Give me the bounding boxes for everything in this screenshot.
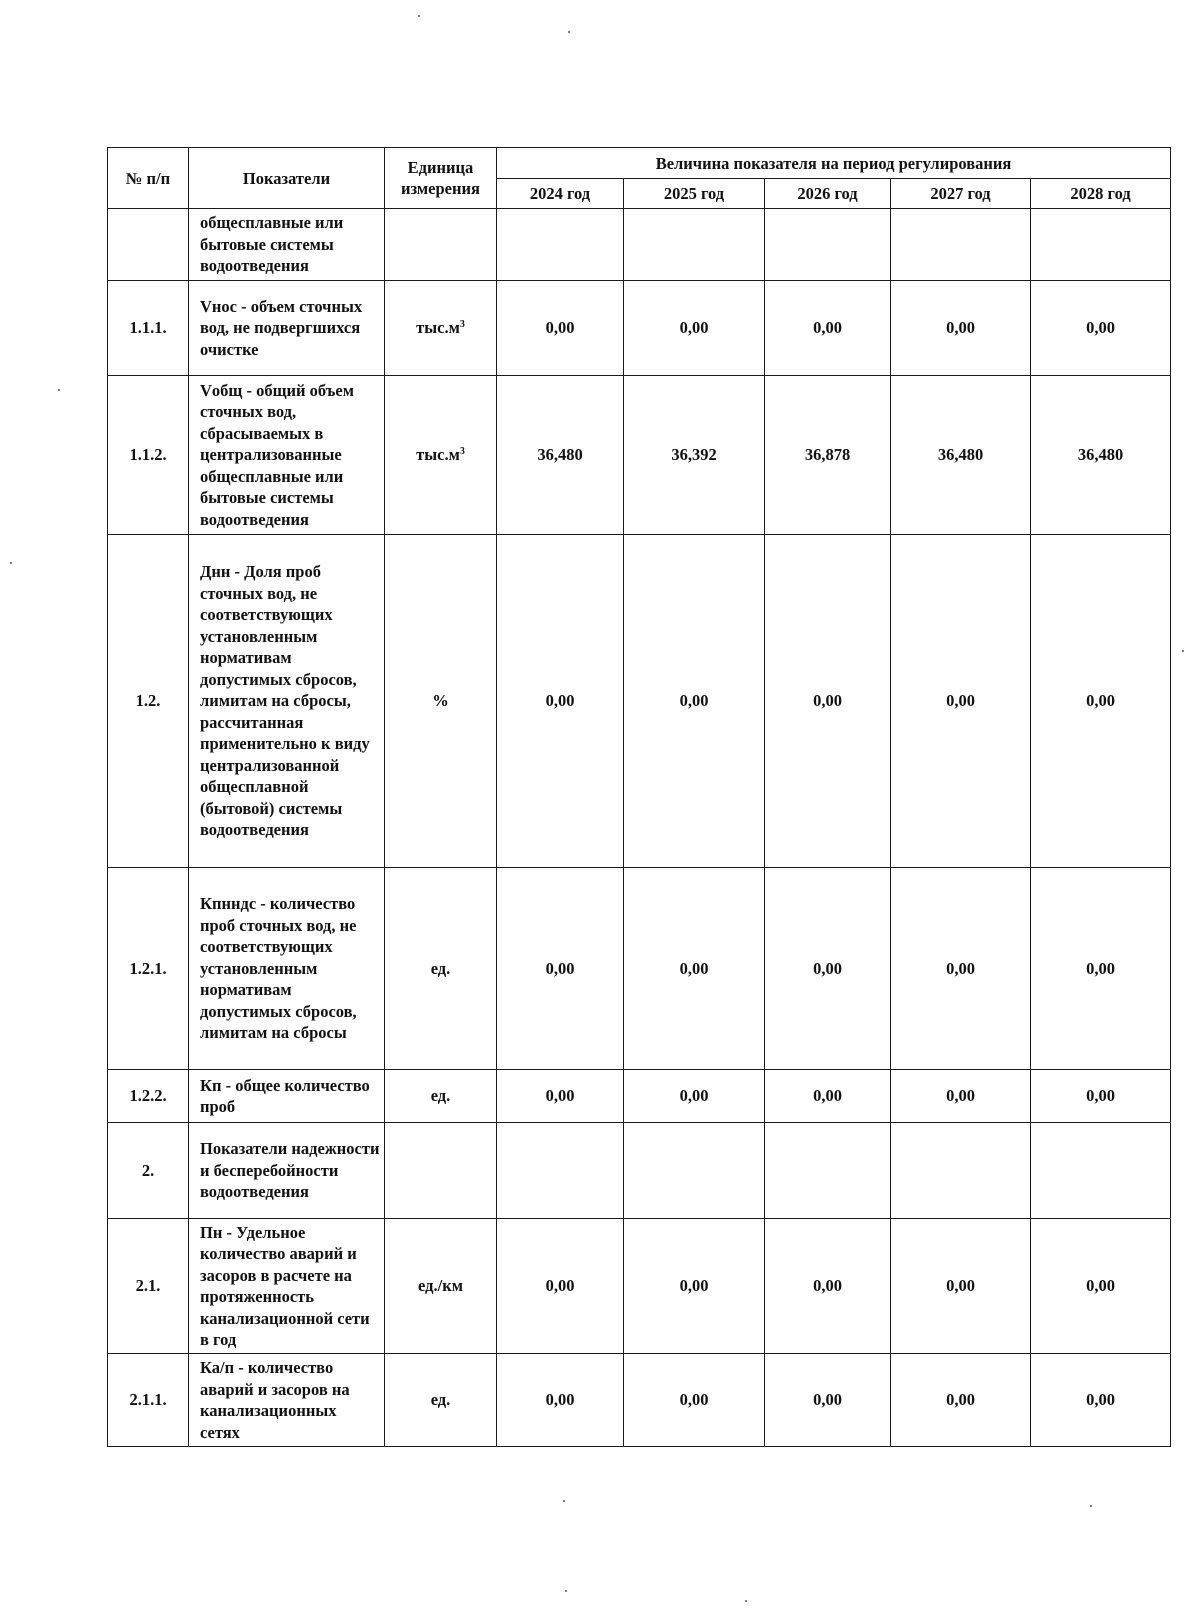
table-row [108,1354,1171,1447]
value-cell [765,1123,891,1219]
value-cell: 0,00 [765,1354,891,1447]
indicator-name: общесплавные или бытовые системы водоотведения [189,209,385,281]
table-row [108,209,1171,281]
unit-cell [385,1123,497,1219]
row-number: 1.1.2. [108,376,189,535]
indicator-name: Ка/п - количество аварий и засоров на канализационных сетях [189,1354,385,1447]
scan-speck [58,389,60,391]
header-unit-line1: Единица [407,158,474,177]
row-number: 2. [108,1123,189,1219]
value-cell: 0,00 [891,1354,1031,1447]
value-cell: 0,00 [624,1219,765,1354]
unit-base: ед. [430,1086,451,1106]
value-cell: 0,00 [624,281,765,376]
row-number: 1.2. [108,535,189,868]
value-cell: 0,00 [497,281,624,376]
header-row-1 [108,148,1171,179]
unit-cell [385,1354,497,1447]
value-cell: 36,878 [765,376,891,535]
scan-speck [418,15,420,17]
row-number [108,209,189,281]
value-cell: 0,00 [1031,1070,1171,1123]
table-row [108,535,1171,868]
value-cell: 0,00 [1031,1354,1171,1447]
scan-speck [10,562,12,564]
table-row [108,1123,1171,1219]
value-cell [1031,209,1171,281]
value-cell: 0,00 [765,868,891,1070]
value-cell [891,209,1031,281]
table-row [108,281,1171,376]
unit-cell [385,376,497,535]
value-cell: 0,00 [1031,535,1171,868]
scan-speck [1090,1505,1092,1507]
unit-base: тыс.м [416,445,460,465]
header-unit [385,148,497,209]
value-cell: 0,00 [891,868,1031,1070]
value-cell: 36,480 [891,376,1031,535]
scan-speck [745,1600,747,1602]
scan-speck [1182,650,1184,652]
unit-cell [385,1219,497,1354]
value-cell: 0,00 [624,868,765,1070]
value-cell: 0,00 [497,868,624,1070]
unit-base: ед. [430,958,451,978]
value-cell: 0,00 [624,1070,765,1123]
row-number: 1.1.1. [108,281,189,376]
value-cell: 0,00 [1031,868,1171,1070]
header-indicator: Показатели [189,148,385,209]
unit-cell [385,1070,497,1123]
value-cell: 0,00 [624,1354,765,1447]
indicator-name: Vобщ - общий объем сточных вод, сбрасываемых в централизованные общесплавные или бытовые системы водоотведения [189,376,385,535]
header-year: 2025 год [624,179,765,209]
scan-speck [568,31,570,33]
table-row [108,1219,1171,1354]
indicator-name: Показатели надежности и бесперебойности водоотведения [189,1123,385,1219]
value-cell: 36,392 [624,376,765,535]
value-cell [1031,1123,1171,1219]
unit-cell [385,281,497,376]
value-cell [497,209,624,281]
value-cell: 0,00 [624,535,765,868]
value-cell: 0,00 [497,535,624,868]
value-cell: 0,00 [891,1219,1031,1354]
indicator-name: Кп - общее количество проб [189,1070,385,1123]
value-cell [497,1123,624,1219]
unit-cell [385,535,497,868]
value-cell: 0,00 [891,535,1031,868]
unit-base: ед. [430,1390,451,1410]
indicators-table [107,147,1171,1447]
scan-speck [565,1590,567,1592]
indicator-name: Днн - Доля проб сточных вод, не соответствующих установленным нормативам допустимых сбросов, лимитам на сбросы, рассчитанная применительно к виду централизованной общесплавной (бытовой) системы водоотведения [189,535,385,868]
value-cell: 0,00 [1031,1219,1171,1354]
row-number: 2.1.1. [108,1354,189,1447]
header-unit-line2: измерения [401,179,480,198]
unit-base: ед./км [418,1276,463,1296]
header-year: 2024 год [497,179,624,209]
table-body [108,209,1171,1447]
value-cell: 36,480 [497,376,624,535]
unit-base: тыс.м [416,318,460,338]
value-cell: 36,480 [1031,376,1171,535]
value-cell: 0,00 [1031,281,1171,376]
row-number: 1.2.1. [108,868,189,1070]
value-cell: 0,00 [497,1219,624,1354]
value-cell: 0,00 [891,1070,1031,1123]
header-year: 2028 год [1031,179,1171,209]
unit-superscript: 3 [459,446,465,458]
value-cell [891,1123,1031,1219]
indicator-name: Пн - Удельное количество аварий и засоров в расчете на протяженность канализационной сети в год [189,1219,385,1354]
table-row [108,376,1171,535]
value-cell: 0,00 [765,1070,891,1123]
scan-speck [563,1500,565,1502]
header-period: Величина показателя на период регулирования [497,148,1171,179]
value-cell: 0,00 [497,1354,624,1447]
unit-base: % [432,691,449,711]
value-cell: 0,00 [765,535,891,868]
unit-superscript: 3 [459,319,465,331]
indicator-name: Vнос - объем сточных вод, не подвергшихся очистке [189,281,385,376]
header-num: № п/п [108,148,189,209]
indicator-name: Кпнндс - количество проб сточных вод, не соответствующих установленным нормативам допустимых сбросов, лимитам на сбросы [189,868,385,1070]
row-number: 1.2.2. [108,1070,189,1123]
unit-cell [385,868,497,1070]
table-row [108,1070,1171,1123]
value-cell [624,209,765,281]
value-cell: 0,00 [765,1219,891,1354]
value-cell: 0,00 [497,1070,624,1123]
header-year: 2027 год [891,179,1031,209]
value-cell [765,209,891,281]
value-cell: 0,00 [765,281,891,376]
header-year: 2026 год [765,179,891,209]
value-cell: 0,00 [891,281,1031,376]
row-number: 2.1. [108,1219,189,1354]
table-row [108,868,1171,1070]
value-cell [624,1123,765,1219]
unit-cell [385,209,497,281]
